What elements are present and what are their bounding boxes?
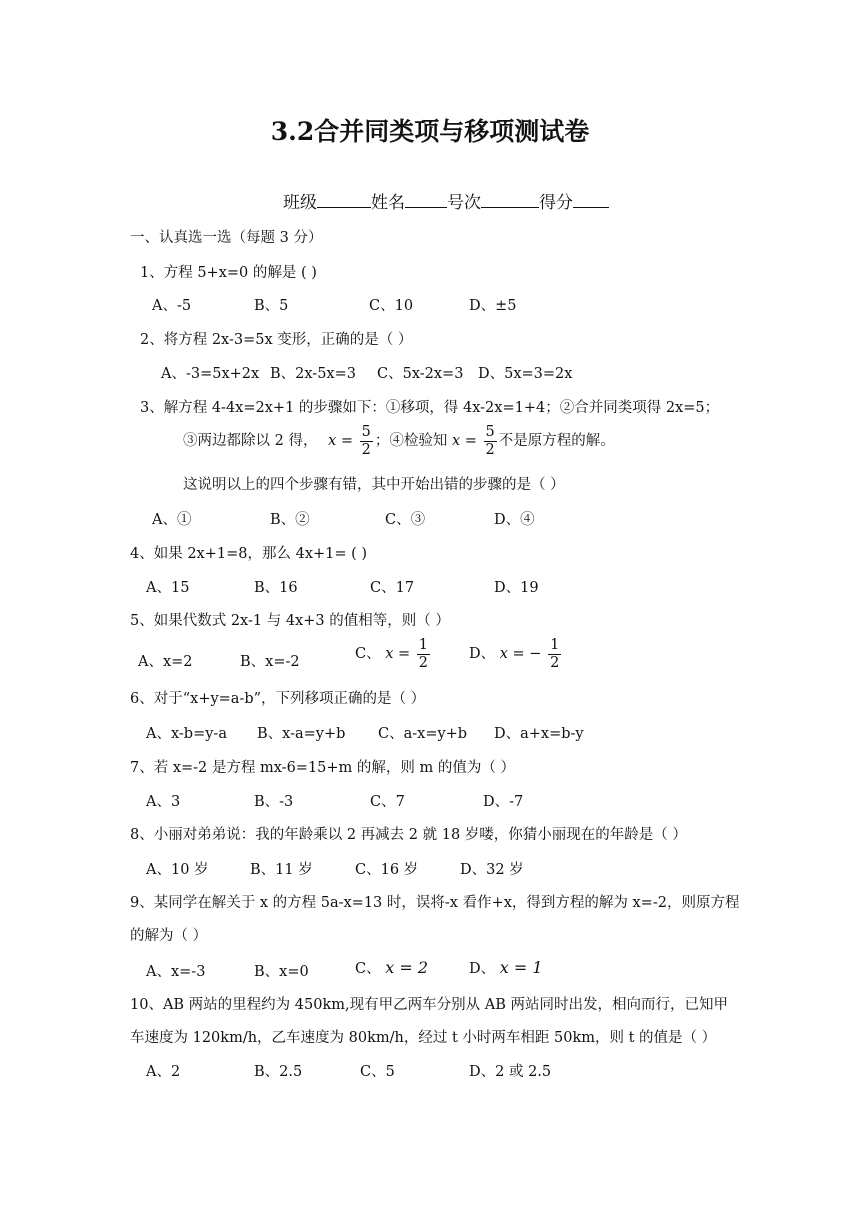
question-8-stem: 8、小丽对弟弟说：我的年龄乘以 2 再减去 2 就 18 岁喽，你猜小丽现在的年龄是（ ） [130, 827, 687, 843]
class-blank[interactable] [317, 190, 371, 208]
fraction-numerator: 1 [550, 637, 560, 653]
question-4-option-d[interactable]: D、19 [494, 580, 539, 596]
number-label: 号次 [447, 193, 481, 213]
question-3-line-3: 这说明以上的四个步骤有错，其中开始出错的步骤的是（ ） [183, 477, 565, 493]
question-8-option-d[interactable]: D、32 岁 [460, 862, 524, 878]
option-c-fraction [417, 637, 430, 671]
question-4-option-c[interactable]: C、17 [370, 580, 415, 596]
option-c-equals: = [398, 646, 411, 663]
question-2-option-c[interactable]: C、5x-2x=3 [377, 366, 464, 382]
question-10-line-2: 车速度为 120km/h，乙车速度为 80km/h，经过 t 小时两车相距 50km，则 t 的值是（ ） [130, 1030, 717, 1046]
question-5-option-a[interactable]: A、x=2 [138, 654, 193, 670]
question-8-option-c[interactable]: C、16 岁 [355, 862, 419, 878]
question-8-option-a[interactable]: A、10 岁 [146, 862, 209, 878]
name-blank[interactable] [405, 190, 447, 208]
fraction-5-over-2 [360, 424, 373, 458]
fraction-denominator: 2 [418, 654, 429, 671]
question-9-option-c[interactable] [355, 957, 428, 978]
score-blank[interactable] [573, 190, 609, 208]
question-5-option-b[interactable]: B、x=-2 [240, 654, 300, 670]
option-c-label: C、 [355, 961, 381, 977]
question-2-option-d[interactable]: D、5x=3=2x [478, 366, 573, 382]
frac-equals: = [340, 433, 354, 450]
question-1-option-c[interactable]: C、10 [369, 298, 414, 314]
question-7-option-b[interactable]: B、-3 [254, 794, 294, 810]
option-c-label: C、 [355, 646, 381, 663]
name-label: 姓名 [371, 193, 405, 213]
question-10-option-c[interactable]: C、5 [360, 1064, 395, 1080]
option-c-variable: x [385, 646, 394, 663]
frac-equals-2: = [464, 433, 477, 450]
question-5-stem: 5、如果代数式 2x-1 与 4x+3 的值相等，则（ ） [130, 613, 450, 629]
question-6-option-d[interactable]: D、a+x=b-y [494, 726, 584, 742]
question-7-stem: 7、若 x=-2 是方程 mx-6=15+m 的解，则 m 的值为（ ） [130, 760, 515, 776]
question-4-option-a[interactable]: A、15 [146, 580, 190, 596]
page-title: 3.2合并同类项与移项测试卷 [270, 117, 590, 146]
fraction-5-over-2-second [484, 424, 497, 458]
question-1-stem: 1、方程 5+x=0 的解是 ( ) [140, 265, 317, 281]
option-d-fraction [548, 637, 561, 671]
question-4-option-b[interactable]: B、16 [254, 580, 298, 596]
question-6-option-a[interactable]: A、x-b=y-a [146, 726, 227, 742]
score-label: 得分 [539, 193, 573, 213]
question-10-option-b[interactable]: B、2.5 [254, 1064, 303, 1080]
question-5-option-c[interactable] [355, 637, 432, 671]
question-6-stem: 6、对于“x+y=a-b”，下列移项正确的是（ ） [130, 691, 426, 707]
question-3-option-d[interactable]: D、④ [494, 512, 535, 528]
question-2-option-b[interactable]: B、2x-5x=3 [270, 366, 356, 382]
question-9-option-a[interactable]: A、x=-3 [146, 964, 206, 980]
option-d-label: D、 [469, 961, 496, 977]
question-7-option-c[interactable]: C、7 [370, 794, 405, 810]
fraction-denominator: 2 [361, 441, 371, 458]
class-label: 班级 [283, 193, 317, 213]
fraction-denominator: 2 [550, 654, 560, 671]
fraction-denominator: 2 [485, 441, 495, 458]
frac-variable-2: x [451, 433, 461, 450]
section-heading: 一、认真选一选（每题 3 分） [130, 230, 323, 246]
option-d-variable: x [499, 646, 508, 663]
question-3-step-4-text: ；④检验知 [374, 433, 448, 450]
question-3-line-1: 3、解方程 4-4x=2x+1 的步骤如下：①移项，得 4x-2x=1+4；②合并同类项得 2x=5； [140, 400, 720, 416]
question-3-option-b[interactable]: B、② [270, 512, 310, 528]
question-7-option-a[interactable]: A、3 [146, 794, 181, 810]
option-d-expression: x = 1 [499, 958, 543, 977]
question-3-line-2 [183, 424, 615, 458]
question-2-option-a[interactable]: A、-3=5x+2x [161, 366, 260, 382]
question-9-option-d[interactable] [469, 957, 543, 978]
option-c-expression: x = 2 [385, 958, 428, 977]
question-10-option-d[interactable]: D、2 或 2.5 [469, 1064, 552, 1080]
question-3-step-3-text: ③两边都除以 2 得， [183, 433, 318, 450]
question-7-option-d[interactable]: D、-7 [483, 794, 524, 810]
frac-variable: x [328, 433, 337, 450]
question-9-option-b[interactable]: B、x=0 [254, 964, 309, 980]
question-1-option-b[interactable]: B、5 [254, 298, 289, 314]
question-8-option-b[interactable]: B、11 岁 [250, 862, 313, 878]
question-10-option-a[interactable]: A、2 [146, 1064, 181, 1080]
question-3-option-a[interactable]: A、① [152, 512, 192, 528]
question-2-stem: 2、将方程 2x-3=5x 变形，正确的是（ ） [140, 332, 413, 348]
question-6-option-b[interactable]: B、x-a=y+b [257, 726, 346, 742]
number-blank[interactable] [481, 190, 539, 208]
fraction-numerator: 5 [485, 424, 495, 440]
question-9-line-2: 的解为（ ） [130, 928, 208, 944]
question-9-line-1: 9、某同学在解关于 x 的方程 5a-x=13 时，误将-x 看作+x，得到方程的解为 x=-2，则原方程 [130, 895, 740, 911]
student-info-line [283, 188, 609, 213]
question-5-option-d[interactable] [469, 637, 563, 671]
question-6-option-c[interactable]: C、a-x=y+b [378, 726, 468, 742]
option-d-label: D、 [469, 646, 496, 663]
question-3-option-c[interactable]: C、③ [385, 512, 426, 528]
question-4-stem: 4、如果 2x+1=8，那么 4x+1= ( ) [130, 546, 368, 562]
fraction-numerator: 1 [418, 637, 429, 653]
question-10-line-1: 10、AB 两站的里程约为 450km,现有甲乙两车分别从 AB 两站同时出发，相向而行，已知甲 [130, 997, 728, 1013]
question-1-option-a[interactable]: A、-5 [152, 298, 192, 314]
fraction-numerator: 5 [361, 424, 371, 440]
question-1-option-d[interactable]: D、±5 [469, 298, 517, 314]
question-3-step-4-tail: 不是原方程的解。 [498, 433, 615, 450]
option-d-equals: = − [512, 646, 542, 663]
